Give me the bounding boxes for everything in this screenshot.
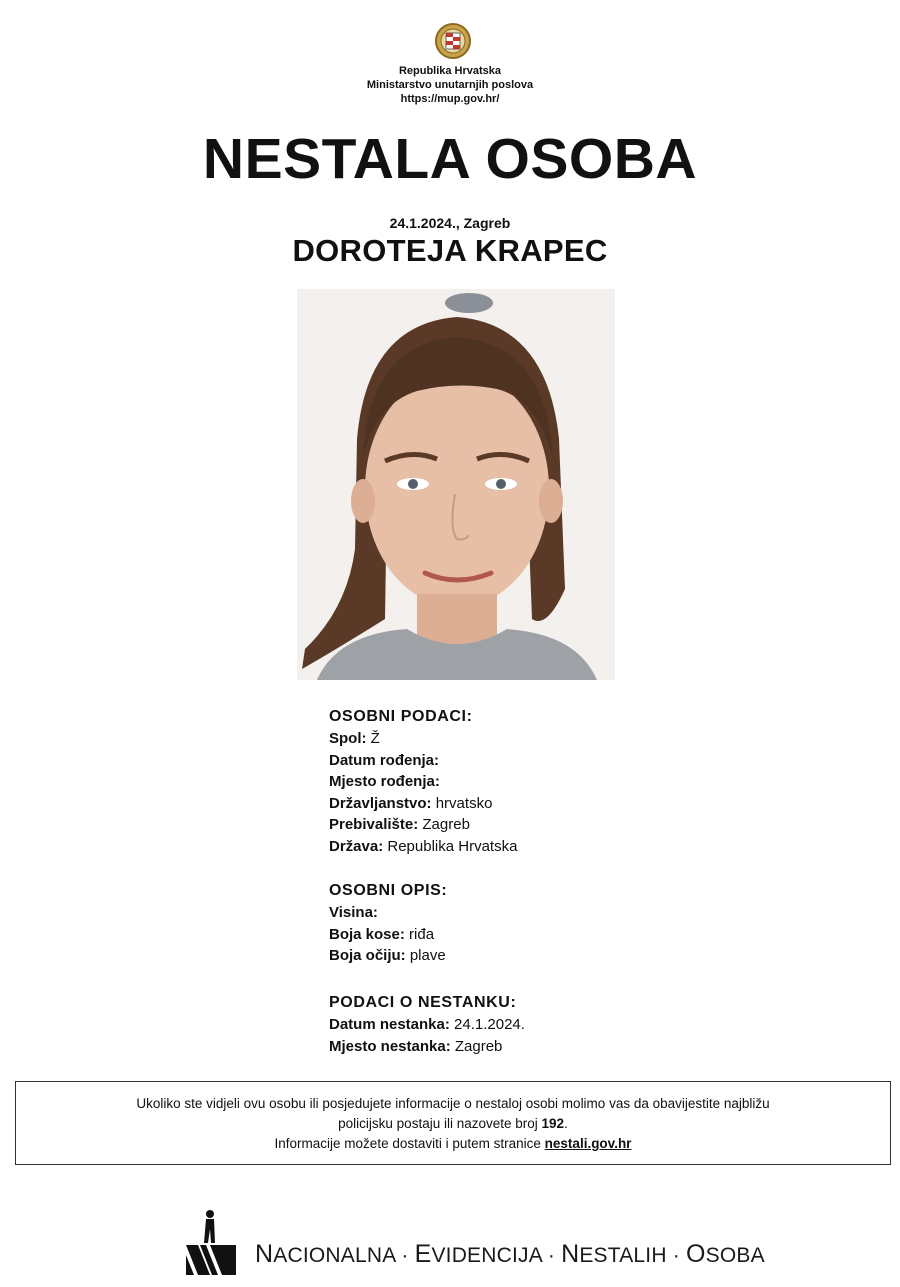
footer-organization-name: NACIONALNA · EVIDENCIJA · NESTALIH · OSOBA	[255, 1240, 765, 1268]
header-url: https://mup.gov.hr/	[400, 93, 500, 105]
row-missing-place: Mjesto nestanka: Zagreb	[329, 1037, 503, 1055]
row-dob: Datum rođenja:	[329, 751, 440, 769]
section-heading: OSOBNI OPIS:	[329, 882, 448, 899]
row-eye-color: Boja očiju: plave	[329, 947, 446, 964]
notice-line-3: Informacije možete dostaviti i putem stranice nestali.gov.hr	[274, 1136, 632, 1151]
row-missing-date: Datum nestanka: 24.1.2024.	[329, 1016, 525, 1033]
row-citizenship: Državljanstvo: hrvatsko	[329, 794, 493, 812]
row-pob: Mjesto rođenja:	[329, 773, 440, 790]
row-country: Država: Republika Hrvatska	[329, 837, 518, 855]
page-title: NESTALA OSOBA	[202, 127, 698, 191]
section-heading: OSOBNI PODACI:	[329, 708, 473, 725]
description-section	[329, 880, 447, 967]
date-place: 24.1.2024., Zagreb	[389, 215, 511, 231]
coat-of-arms-logo	[434, 22, 472, 60]
website-link[interactable]: nestali.gov.hr	[544, 1136, 632, 1151]
person-photo	[297, 289, 615, 680]
walking-person-logo	[184, 1209, 238, 1279]
section-heading: PODACI O NESTANKU:	[329, 994, 517, 1011]
row-sex: Spol: Ž	[329, 730, 380, 747]
phone-number: 192	[541, 1116, 565, 1131]
header-republic: Republika Hrvatska	[398, 65, 502, 77]
personal-data-section	[329, 706, 517, 857]
row-height: Visina:	[329, 904, 378, 921]
person-name: DOROTEJA KRAPEC	[292, 233, 608, 268]
disappearance-section	[329, 992, 525, 1057]
row-hair-color: Boja kose: riđa	[329, 925, 435, 943]
header-ministry: Ministarstvo unutarnjih poslova	[366, 79, 534, 91]
notice-line-2: policijsku postaju ili nazovete broj 192.	[338, 1116, 568, 1131]
contact-notice	[15, 1081, 891, 1165]
row-residence: Prebivalište: Zagreb	[329, 816, 470, 833]
notice-line-1: Ukoliko ste vidjeli ovu osobu ili posjedujete informacije o nestaloj osobi molimo vas da obavijestite najbližu	[136, 1096, 770, 1111]
